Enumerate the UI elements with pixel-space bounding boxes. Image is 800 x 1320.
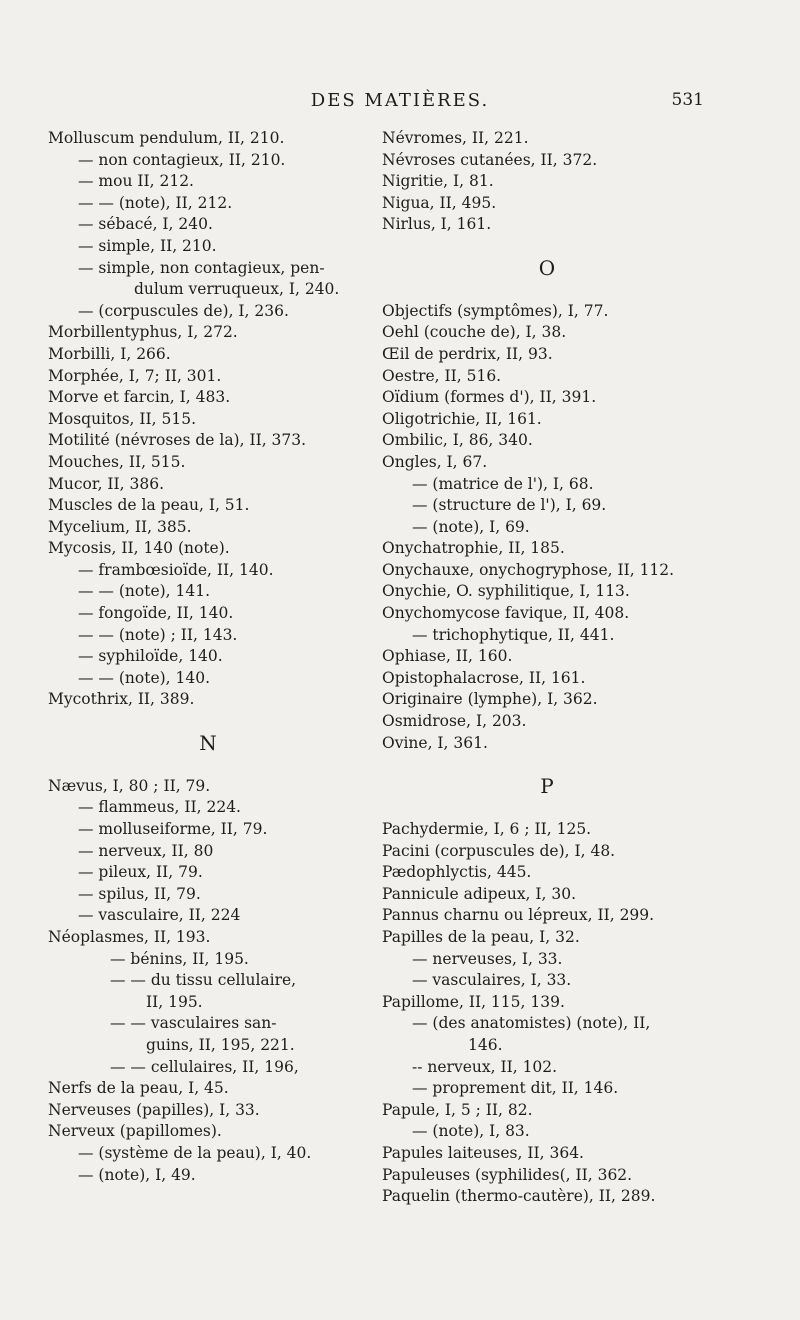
index-entry: Molluscum pendulum, II, 210. bbox=[48, 129, 285, 147]
index-entry: — pileux, II, 79. bbox=[78, 863, 203, 882]
index-entry: — simple, II, 210. bbox=[78, 236, 217, 255]
index-entry: — molluseiforme, II, 79. bbox=[78, 820, 268, 838]
running-title: DES MATIÈRES. bbox=[310, 90, 490, 111]
index-entry: Mouches, II, 515. bbox=[48, 452, 186, 471]
index-entry: Ombilic, I, 86, 340. bbox=[382, 431, 533, 450]
index-entry: — simple, non contagieux, pen- bbox=[78, 258, 325, 277]
index-entry: — mou II, 212. bbox=[78, 172, 194, 191]
index-entry: — — vasculaires san- bbox=[110, 1014, 277, 1033]
index-entry: Mycothrix, II, 389. bbox=[48, 690, 195, 709]
index-entry: Pachydermie, I, 6 ; II, 125. bbox=[382, 820, 592, 838]
index-entry: Nigua, II, 495. bbox=[382, 193, 497, 212]
index-entry: Morphée, I, 7; II, 301. bbox=[48, 366, 222, 385]
index-entry: — flammeus, II, 224. bbox=[78, 798, 241, 817]
index-entry: Ovine, I, 361. bbox=[382, 733, 488, 752]
index-entry: — sébacé, I, 240. bbox=[78, 215, 213, 234]
index-entry: Motilité (névroses de la), II, 373. bbox=[48, 431, 307, 450]
index-entry: Nirlus, I, 161. bbox=[382, 215, 492, 234]
index-entry: — bénins, II, 195. bbox=[110, 949, 249, 968]
index-entry: — — (note), 141. bbox=[78, 582, 211, 601]
index-entry: Papuleuses (syphilides(, II, 362. bbox=[382, 1165, 633, 1184]
index-entry: — spilus, II, 79. bbox=[78, 884, 201, 903]
section-letter-heading: P bbox=[540, 773, 554, 798]
index-entry: II, 195. bbox=[146, 992, 203, 1011]
index-entry: Osmidrose, I, 203. bbox=[382, 712, 527, 731]
index-entry: — (note), I, 83. bbox=[412, 1122, 530, 1141]
index-entry: Oehl (couche de), I, 38. bbox=[382, 323, 567, 342]
section-gap bbox=[382, 236, 712, 258]
index-entry: — (structure de l'), I, 69. bbox=[412, 496, 607, 515]
index-entry: Névromes, II, 221. bbox=[382, 129, 529, 147]
index-entry: Oligotrichie, II, 161. bbox=[382, 409, 542, 428]
index-entry: Oïdium (formes d'), II, 391. bbox=[382, 388, 597, 407]
index-entry: — (des anatomistes) (note), II, bbox=[412, 1014, 651, 1033]
index-entry: Papule, I, 5 ; II, 82. bbox=[382, 1100, 533, 1119]
index-entry: Morbilli, I, 266. bbox=[48, 344, 171, 363]
index-entry: Mycelium, II, 385. bbox=[48, 517, 192, 536]
index-entry: — (corpuscules de), I, 236. bbox=[78, 301, 289, 320]
index-entry: -- nerveux, II, 102. bbox=[412, 1057, 558, 1076]
section-gap bbox=[48, 711, 368, 733]
index-entry: — nerveuses, I, 33. bbox=[412, 949, 563, 968]
index-entry: Onychauxe, onychogryphose, II, 112. bbox=[382, 560, 675, 579]
index-entry: — vasculaires, I, 33. bbox=[412, 971, 572, 990]
index-entry: — non contagieux, II, 210. bbox=[78, 150, 286, 169]
index-entry: — — (note), II, 212. bbox=[78, 193, 233, 212]
index-entry: Mosquitos, II, 515. bbox=[48, 409, 196, 428]
index-entry: Morbillentyphus, I, 272. bbox=[48, 323, 238, 342]
index-entry: Nerveux (papillomes). bbox=[48, 1122, 222, 1141]
index-entry: Papules laiteuses, II, 364. bbox=[382, 1143, 584, 1162]
index-entry: Muscles de la peau, I, 51. bbox=[48, 496, 250, 515]
section-gap bbox=[382, 279, 712, 301]
index-entry: Mucor, II, 386. bbox=[48, 474, 165, 493]
page-number: 531 bbox=[671, 90, 704, 110]
section-letter-heading: N bbox=[199, 730, 217, 755]
index-entry: — syphiloïde, 140. bbox=[78, 647, 223, 666]
index-entry: Pædophlyctis, 445. bbox=[382, 863, 532, 882]
index-entry: — — (note) ; II, 143. bbox=[78, 625, 238, 644]
index-entry: — — cellulaires, II, 196, bbox=[110, 1057, 299, 1076]
index-entry: Morve et farcin, I, 483. bbox=[48, 388, 231, 407]
index-entry: Néoplasmes, II, 193. bbox=[48, 927, 211, 946]
index-entry: Nerveuses (papilles), I, 33. bbox=[48, 1100, 260, 1119]
index-entry: guins, II, 195, 221. bbox=[146, 1035, 295, 1054]
index-entry: Onychie, O. syphilitique, I, 113. bbox=[382, 582, 630, 601]
index-entry: 146. bbox=[468, 1035, 503, 1054]
index-entry: — (système de la peau), I, 40. bbox=[78, 1143, 312, 1162]
index-entry: Originaire (lymphe), I, 362. bbox=[382, 690, 598, 709]
index-entry: — (note), I, 69. bbox=[412, 517, 530, 536]
index-entry: Ophiase, II, 160. bbox=[382, 647, 513, 666]
index-entry: Onychatrophie, II, 185. bbox=[382, 539, 565, 558]
index-entry: Paquelin (thermo-cautère), II, 289. bbox=[382, 1187, 656, 1206]
index-entry: — nerveux, II, 80 bbox=[78, 841, 214, 860]
index-entry: Pacini (corpuscules de), I, 48. bbox=[382, 841, 616, 860]
section-gap bbox=[382, 754, 712, 776]
section-gap bbox=[48, 754, 368, 776]
index-entry: Nigritie, I, 81. bbox=[382, 172, 494, 191]
index-entry: — — du tissu cellulaire, bbox=[110, 971, 297, 990]
index-column-right bbox=[382, 128, 712, 1208]
index-entry: — fongoïde, II, 140. bbox=[78, 604, 234, 623]
index-entry: — (note), I, 49. bbox=[78, 1165, 196, 1184]
index-entry: Opistophalacrose, II, 161. bbox=[382, 668, 586, 687]
index-entry: Onychomycose favique, II, 408. bbox=[382, 604, 630, 623]
index-entry: Oestre, II, 516. bbox=[382, 366, 502, 385]
index-entry: — proprement dit, II, 146. bbox=[412, 1079, 619, 1098]
index-entry: — trichophytique, II, 441. bbox=[412, 625, 615, 644]
index-entry: Papilles de la peau, I, 32. bbox=[382, 927, 580, 946]
index-entry: Objectifs (symptômes), I, 77. bbox=[382, 301, 609, 320]
index-column-left bbox=[48, 128, 368, 1186]
section-letter-heading: O bbox=[538, 255, 556, 280]
index-entry: Pannicule adipeux, I, 30. bbox=[382, 884, 577, 903]
index-entry: Nævus, I, 80 ; II, 79. bbox=[48, 776, 211, 795]
index-entry: Pannus charnu ou lépreux, II, 299. bbox=[382, 906, 655, 925]
index-entry: Névroses cutanées, II, 372. bbox=[382, 150, 598, 169]
index-entry: Œil de perdrix, II, 93. bbox=[382, 344, 553, 363]
index-entry: — (matrice de l'), I, 68. bbox=[412, 474, 594, 493]
index-entry: Nerfs de la peau, I, 45. bbox=[48, 1079, 229, 1098]
index-entry: dulum verruqueux, I, 240. bbox=[134, 280, 340, 299]
index-entry: Papillome, II, 115, 139. bbox=[382, 992, 565, 1011]
index-entry: Mycosis, II, 140 (note). bbox=[48, 539, 230, 558]
index-entry: Ongles, I, 67. bbox=[382, 452, 488, 471]
index-entry: — — (note), 140. bbox=[78, 668, 211, 687]
index-entry: — vasculaire, II, 224 bbox=[78, 906, 241, 925]
index-entry: — frambœsioïde, II, 140. bbox=[78, 560, 274, 579]
section-gap bbox=[382, 797, 712, 819]
